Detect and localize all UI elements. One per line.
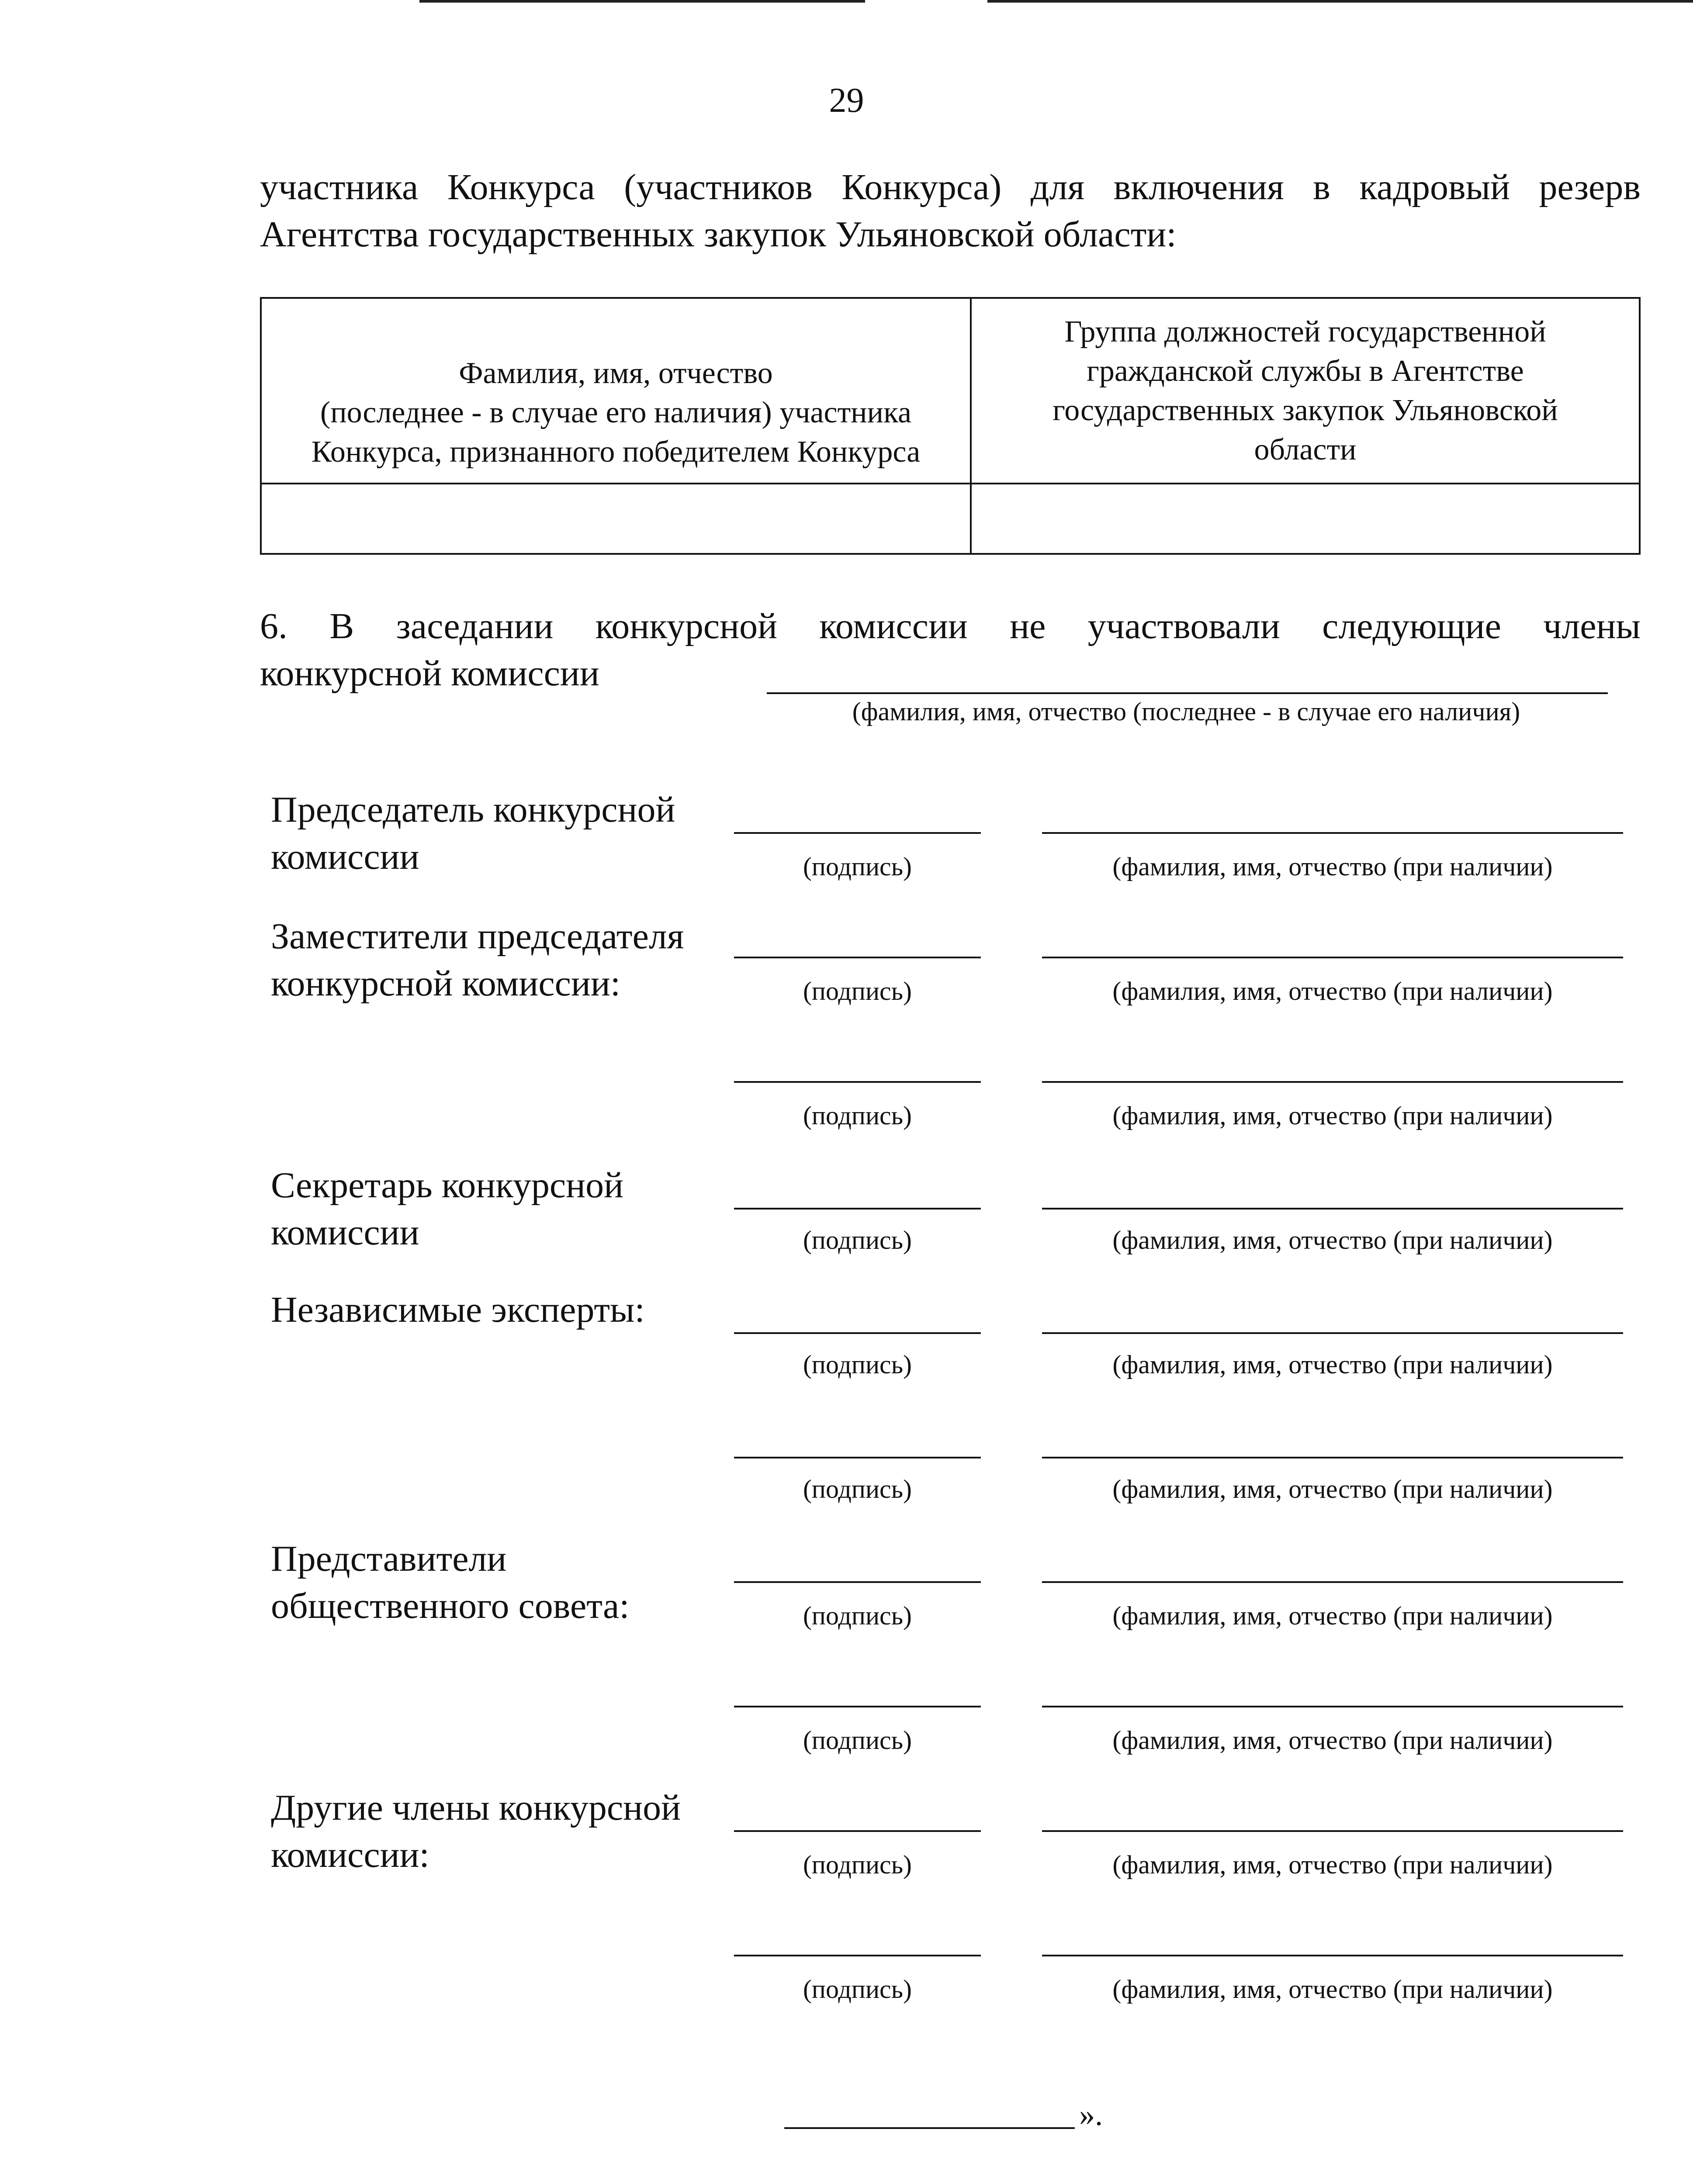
name-caption: (фамилия, имя, отчество (при наличии) [1112, 1975, 1553, 2004]
signature-caption: (подпись) [803, 1726, 912, 1755]
signature-line [734, 1955, 981, 1956]
role-secretary [271, 1162, 730, 1256]
closing-quote: ». [1079, 2097, 1103, 2132]
absent-members-caption: (фамилия, имя, отчество (последнее - в случае его наличия) [852, 697, 1520, 726]
signature-caption: (подпись) [803, 977, 912, 1006]
name-line [1042, 957, 1623, 958]
name-line [1042, 1955, 1623, 1956]
name-line [1042, 1208, 1623, 1209]
absent-members-line [767, 692, 1608, 694]
role-line: Заместители председателя [271, 916, 684, 957]
section-6-line-1: 6. В заседании конкурсной комиссии не участвовали следующие члены [260, 606, 1641, 646]
intro-line-1: участника Конкурса (участников Конкурса) для включения в кадровый резерв [260, 167, 1641, 207]
role-experts [271, 1286, 730, 1334]
role-line: комиссии: [271, 1835, 429, 1875]
role-line: комиссии [271, 836, 419, 877]
name-caption: (фамилия, имя, отчество (при наличии) [1112, 1601, 1553, 1630]
name-caption: (фамилия, имя, отчество (при наличии) [1112, 852, 1553, 881]
role-other-members [271, 1784, 730, 1879]
signature-line [734, 1581, 981, 1583]
intro-line-2: Агентства государственных закупок Ульяновской области: [260, 214, 1177, 255]
signature-caption: (подпись) [803, 1350, 912, 1379]
header-line: Фамилия, имя, отчество [459, 356, 773, 390]
page-number: 29 [829, 81, 864, 120]
role-public-council [271, 1535, 730, 1630]
name-caption: (фамилия, имя, отчество (при наличии) [1112, 1726, 1553, 1755]
signature-line [734, 1830, 981, 1832]
header-cell-position-group [971, 298, 1640, 484]
header-cell-full-name [261, 298, 971, 484]
winners-table [260, 297, 1641, 555]
role-line: Другие члены конкурсной [271, 1787, 681, 1828]
signature-line [734, 1457, 981, 1458]
name-line [1042, 1706, 1623, 1707]
name-line [1042, 1457, 1623, 1458]
table-row [261, 484, 1640, 554]
name-line [1042, 1332, 1623, 1334]
closing-line [784, 2127, 1075, 2129]
role-line: общественного совета: [271, 1586, 630, 1626]
header-line: государственных закупок Ульяновской [1052, 393, 1558, 427]
table-cell-group [971, 484, 1640, 554]
signature-line [734, 832, 981, 834]
name-line [1042, 832, 1623, 834]
signature-caption: (подпись) [803, 1975, 912, 2004]
role-line: Председатель конкурсной [271, 789, 675, 830]
signature-line [734, 1081, 981, 1083]
header-line: Группа должностей государственной [1064, 314, 1546, 349]
role-deputies [271, 913, 730, 1007]
signature-caption: (подпись) [803, 852, 912, 881]
table-header-row [261, 298, 1640, 484]
signature-caption: (подпись) [803, 1226, 912, 1254]
header-line: Конкурса, признанного победителем Конкурса [311, 435, 921, 469]
name-caption: (фамилия, имя, отчество (при наличии) [1112, 1475, 1553, 1503]
section-6-paragraph [260, 603, 1641, 697]
role-line: Независимые эксперты: [271, 1289, 645, 1330]
name-line [1042, 1581, 1623, 1583]
signature-caption: (подпись) [803, 1850, 912, 1879]
name-line [1042, 1081, 1623, 1083]
header-line: гражданской службы в Агентстве [1087, 354, 1524, 388]
name-caption: (фамилия, имя, отчество (при наличии) [1112, 1226, 1553, 1254]
signature-caption: (подпись) [803, 1475, 912, 1503]
signature-caption: (подпись) [803, 1101, 912, 1130]
role-line: конкурсной комиссии: [271, 963, 621, 1004]
name-line [1042, 1830, 1623, 1832]
name-caption: (фамилия, имя, отчество (при наличии) [1112, 1850, 1553, 1879]
signature-caption: (подпись) [803, 1601, 912, 1630]
section-6-line-2: конкурсной комиссии [260, 653, 599, 694]
role-line: Секретарь конкурсной [271, 1165, 624, 1206]
signature-line [734, 1706, 981, 1707]
scan-top-edge [419, 0, 865, 3]
role-line: Представители [271, 1538, 507, 1579]
header-line: (последнее - в случае его наличия) участника [320, 395, 912, 429]
header-line: области [1254, 432, 1357, 467]
name-caption: (фамилия, имя, отчество (при наличии) [1112, 1101, 1553, 1130]
signature-line [734, 957, 981, 958]
role-line: комиссии [271, 1212, 419, 1253]
table-cell-name [261, 484, 971, 554]
name-caption: (фамилия, имя, отчество (при наличии) [1112, 1350, 1553, 1379]
signature-line [734, 1208, 981, 1209]
role-chair [271, 786, 730, 881]
intro-paragraph [260, 164, 1641, 258]
name-caption: (фамилия, имя, отчество (при наличии) [1112, 977, 1553, 1006]
signature-line [734, 1332, 981, 1334]
scan-top-edge-right [987, 0, 1693, 3]
